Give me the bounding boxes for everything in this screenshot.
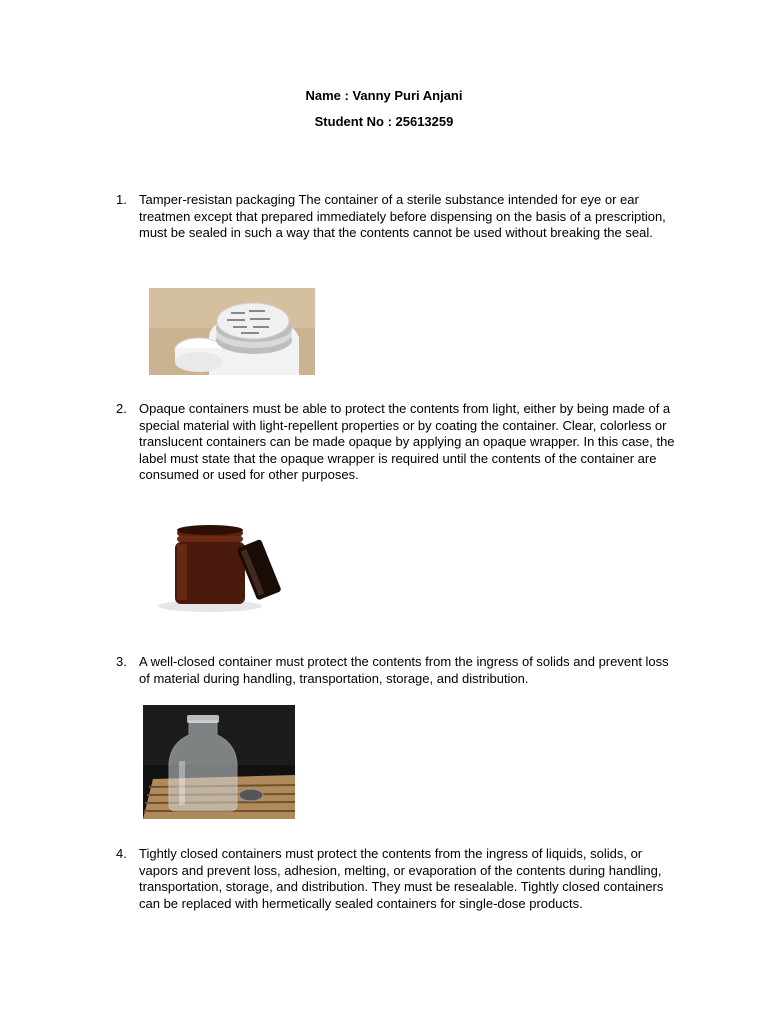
item-number: 4. xyxy=(116,846,127,861)
item-text: Tightly closed containers must protect the contents from the ingress of liquids, solids, or vapors and prevent loss, adhesion, melting, or evaporation of the contents during handling, transportation, storage, and distribution. They must be resealable. Tightly closed containers can be replaced with hermetically sealed containers for single-dose products. xyxy=(139,846,664,911)
item-number: 1. xyxy=(116,192,127,207)
item-number: 2. xyxy=(116,401,127,416)
sealed-bottle-photo xyxy=(149,288,315,375)
glass-bottle-photo xyxy=(143,705,295,819)
item-number: 3. xyxy=(116,654,127,669)
item-text: Tamper-resistan packaging The container of a sterile substance intended for eye or ear treatmen except that prepared immediately before dispensing on the basis of a prescription, must be sealed in such a way that the contents cannot be used without breaking the seal. xyxy=(139,192,666,241)
student-number: Student No : 25613259 xyxy=(314,114,454,129)
item-text: A well-closed container must protect the contents from the ingress of solids and prevent loss of material during handling, transportation, storage, and distribution. xyxy=(139,654,669,686)
amber-jar-photo xyxy=(145,502,300,620)
item-text: Opaque containers must be able to protect the contents from light, either by being made of a special material with light-repellent properties or by coating the container. Clear, colorless or translucent containers can be made opaque by applying an opaque wrapper. In this case, the label must state that the opaque wrapper is required until the contents of the container are consumed or used for other purposes. xyxy=(139,401,675,483)
student-name: Name : Vanny Puri Anjani xyxy=(305,88,463,103)
